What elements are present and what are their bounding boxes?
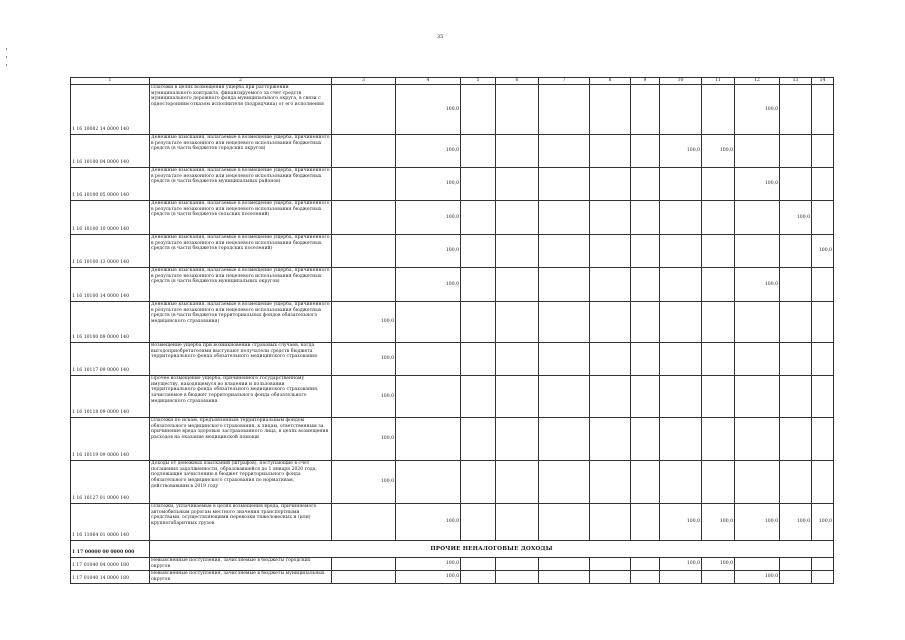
empty-cell — [539, 268, 590, 302]
revenue-name-cell: Денежные взыскания, налагаемые в возмещение ущерба, причиненного в результате незаконного или нецелевого использования бюджетных средств (в части бюджетов сельских поселений) — [150, 201, 332, 235]
empty-cell — [631, 135, 660, 168]
empty-cell — [590, 168, 631, 201]
empty-cell — [631, 85, 660, 135]
scan-edge-mark — [6, 48, 7, 50]
norm-value-cell: 100,0 — [812, 235, 834, 268]
norm-value-cell — [660, 571, 702, 584]
table-row — [71, 571, 834, 584]
norm-value-cell — [396, 376, 461, 418]
norm-value-cell — [735, 343, 780, 376]
revenue-name-cell: Невыясненные поступления, зачисляемые в бюджеты городских округов — [150, 558, 332, 571]
norm-value-cell: 100,0 — [396, 558, 461, 571]
empty-cell — [631, 558, 660, 571]
norm-value-cell — [780, 461, 812, 504]
table-row — [71, 558, 834, 571]
table-row — [71, 302, 834, 343]
revenue-name-cell: Денежные взыскания, налагаемые в возмещение ущерба, причиненного в результате незаконного или нецелевого использования бюджетных средств (в части бюджетов муниципальных округов) — [150, 268, 332, 302]
norm-value-cell — [735, 376, 780, 418]
norm-value-cell — [702, 376, 735, 418]
empty-cell — [631, 376, 660, 418]
empty-cell — [461, 376, 496, 418]
norm-value-cell — [660, 235, 702, 268]
empty-cell — [496, 343, 539, 376]
norm-value-cell: 100,0 — [735, 571, 780, 584]
table-row — [71, 343, 834, 376]
norm-value-cell — [735, 418, 780, 461]
norm-value-cell — [396, 418, 461, 461]
empty-cell — [631, 168, 660, 201]
header-cell: 13 — [780, 78, 812, 85]
norm-value-cell — [780, 558, 812, 571]
section-code-cell: 1 17 00000 00 0000 000 — [71, 541, 150, 558]
norm-value-cell: 100,0 — [396, 504, 461, 541]
empty-cell — [590, 135, 631, 168]
page-number: 35 — [437, 34, 444, 40]
norm-value-cell: 100,0 — [660, 135, 702, 168]
norm-value-cell: 100,0 — [702, 135, 735, 168]
empty-cell — [461, 135, 496, 168]
norm-value-cell: 100,0 — [660, 558, 702, 571]
header-cell: 3 — [332, 78, 396, 85]
empty-cell — [461, 461, 496, 504]
empty-cell — [461, 268, 496, 302]
empty-cell — [539, 302, 590, 343]
norm-value-cell — [735, 235, 780, 268]
norm-value-cell: 100,0 — [396, 85, 461, 135]
empty-cell — [461, 85, 496, 135]
header-cell: 8 — [590, 78, 631, 85]
kbk-code-cell: 1 16 10100 05 0000 140 — [71, 168, 150, 201]
norm-value-cell — [660, 418, 702, 461]
empty-cell — [631, 268, 660, 302]
norm-value-cell — [702, 168, 735, 201]
norm-value-cell — [332, 235, 396, 268]
table-row — [71, 135, 834, 168]
norm-value-cell: 100,0 — [780, 201, 812, 235]
norm-value-cell: 100,0 — [702, 504, 735, 541]
norm-value-cell: 100,0 — [735, 504, 780, 541]
table-header-row — [71, 78, 834, 85]
norm-value-cell — [780, 571, 812, 584]
norm-value-cell — [812, 571, 834, 584]
norm-value-cell — [735, 135, 780, 168]
norm-value-cell — [702, 201, 735, 235]
header-cell: 9 — [631, 78, 660, 85]
norm-value-cell — [332, 268, 396, 302]
revenue-name-cell: Прочее возмещение ущерба, причиненного государственному имуществу, находящемуся во владении и пользовании территориального фонда обязательного медицинского страхования, зачисляемое в бюджет территориального фонда обязательного медицинского страхования — [150, 376, 332, 418]
norm-value-cell: 100,0 — [702, 558, 735, 571]
empty-cell — [539, 235, 590, 268]
kbk-code-cell: 1 16 10100 09 0000 140 — [71, 302, 150, 343]
header-cell: 5 — [461, 78, 496, 85]
header-cell: 12 — [735, 78, 780, 85]
kbk-code-cell: 1 16 10100 04 0000 140 — [71, 135, 150, 168]
empty-cell — [590, 418, 631, 461]
norm-value-cell — [812, 168, 834, 201]
table-row — [71, 235, 834, 268]
empty-cell — [496, 558, 539, 571]
kbk-code-cell: 1 16 11064 01 0000 140 — [71, 504, 150, 541]
norm-value-cell: 100,0 — [812, 504, 834, 541]
empty-cell — [539, 376, 590, 418]
empty-cell — [590, 268, 631, 302]
revenue-name-cell: Доходы от денежных взысканий (штрафов), поступающие в счет погашения задолженности, образовавшейся до 1 января 2020 года, подлежащие зачислению в бюджет территориального фонда обязательного медицинского страхования по нормативам, действовавшим в 2019 году — [150, 461, 332, 504]
empty-cell — [539, 571, 590, 584]
empty-cell — [461, 343, 496, 376]
norm-value-cell: 100,0 — [396, 235, 461, 268]
norm-value-cell — [660, 302, 702, 343]
header-cell: 4 — [396, 78, 461, 85]
norm-value-cell — [702, 343, 735, 376]
norm-value-cell — [702, 85, 735, 135]
norm-value-cell: 100,0 — [396, 571, 461, 584]
norm-value-cell — [780, 376, 812, 418]
kbk-code-cell: 1 17 01040 04 0000 180 — [71, 558, 150, 571]
empty-cell — [496, 302, 539, 343]
empty-cell — [461, 302, 496, 343]
empty-cell — [539, 168, 590, 201]
norm-value-cell: 100,0 — [332, 376, 396, 418]
norm-value-cell — [735, 461, 780, 504]
norm-value-cell — [702, 571, 735, 584]
empty-cell — [539, 85, 590, 135]
empty-cell — [539, 343, 590, 376]
empty-cell — [631, 461, 660, 504]
empty-cell — [539, 135, 590, 168]
norm-value-cell — [735, 302, 780, 343]
norm-value-cell — [780, 343, 812, 376]
norm-value-cell — [702, 302, 735, 343]
norm-value-cell — [660, 85, 702, 135]
header-cell: 11 — [702, 78, 735, 85]
norm-value-cell — [812, 558, 834, 571]
kbk-code-cell: 1 17 01040 14 0000 180 — [71, 571, 150, 584]
norm-value-cell — [660, 376, 702, 418]
empty-cell — [631, 302, 660, 343]
empty-cell — [631, 201, 660, 235]
header-cell: 6 — [496, 78, 539, 85]
empty-cell — [461, 504, 496, 541]
empty-cell — [631, 504, 660, 541]
norm-value-cell — [660, 201, 702, 235]
kbk-code-cell: 1 16 10100 10 0000 140 — [71, 201, 150, 235]
table-row — [71, 376, 834, 418]
norm-value-cell — [812, 302, 834, 343]
norm-value-cell — [702, 461, 735, 504]
norm-value-cell: 100,0 — [396, 201, 461, 235]
norm-value-cell — [660, 168, 702, 201]
norm-value-cell — [332, 558, 396, 571]
empty-cell — [496, 168, 539, 201]
norm-value-cell: 100,0 — [780, 504, 812, 541]
section-row — [71, 541, 834, 558]
norm-value-cell — [812, 376, 834, 418]
norm-value-cell — [332, 571, 396, 584]
header-cell: 2 — [150, 78, 332, 85]
scan-edge-mark — [6, 56, 7, 58]
norm-value-cell — [735, 201, 780, 235]
revenue-name-cell: Платежи в целях возмещения ущерба при расторжении муниципального контракта, финансируемого за счет средств муниципального дорожного фонда муниципального округа, в связи с односторонним отказом исполнителя (подрядчика) от его исполнения — [150, 85, 332, 135]
table-row — [71, 418, 834, 461]
norm-value-cell — [396, 302, 461, 343]
norm-value-cell — [702, 418, 735, 461]
empty-cell — [590, 376, 631, 418]
empty-cell — [461, 201, 496, 235]
header-cell: 14 — [812, 78, 834, 85]
empty-cell — [496, 376, 539, 418]
revenue-name-cell: Платежи, уплачиваемые в целях возмещения вреда, причиняемого автомобильным дорогам местного значения транспортными средствами, осуществляющими перевозки тяжеловесных и (или) крупногабаритных грузов — [150, 504, 332, 541]
norm-value-cell — [780, 168, 812, 201]
kbk-code-cell: 1 16 10100 14 0000 140 — [71, 268, 150, 302]
norm-value-cell: 100,0 — [332, 461, 396, 504]
norm-value-cell — [702, 268, 735, 302]
norm-value-cell — [332, 168, 396, 201]
norm-value-cell — [780, 235, 812, 268]
revenue-distribution-table — [70, 77, 834, 584]
header-cell: 1 — [71, 78, 150, 85]
empty-cell — [590, 343, 631, 376]
norm-value-cell: 100,0 — [735, 168, 780, 201]
norm-value-cell: 100,0 — [396, 135, 461, 168]
header-cell: 10 — [660, 78, 702, 85]
norm-value-cell: 100,0 — [396, 268, 461, 302]
revenue-name-cell: Денежные взыскания, налагаемые в возмещение ущерба, причиненного в результате незаконного или нецелевого использования бюджетных средств (в части бюджетов городских поселений) — [150, 235, 332, 268]
norm-value-cell — [780, 302, 812, 343]
empty-cell — [590, 201, 631, 235]
norm-value-cell: 100,0 — [332, 343, 396, 376]
norm-value-cell: 100,0 — [660, 504, 702, 541]
table-row — [71, 201, 834, 235]
norm-value-cell: 100,0 — [332, 418, 396, 461]
empty-cell — [496, 135, 539, 168]
empty-cell — [590, 571, 631, 584]
norm-value-cell: 100,0 — [735, 268, 780, 302]
norm-value-cell — [332, 85, 396, 135]
empty-cell — [461, 168, 496, 201]
table-row — [71, 168, 834, 201]
empty-cell — [539, 418, 590, 461]
norm-value-cell — [780, 135, 812, 168]
header-cell: 7 — [539, 78, 590, 85]
norm-value-cell — [735, 558, 780, 571]
norm-value-cell — [660, 461, 702, 504]
kbk-code-cell: 1 16 10100 13 0000 140 — [71, 235, 150, 268]
table-row — [71, 461, 834, 504]
norm-value-cell — [812, 461, 834, 504]
norm-value-cell — [396, 461, 461, 504]
norm-value-cell: 100,0 — [332, 302, 396, 343]
norm-value-cell — [812, 201, 834, 235]
norm-value-cell — [332, 504, 396, 541]
table-row — [71, 85, 834, 135]
empty-cell — [496, 268, 539, 302]
empty-cell — [590, 235, 631, 268]
empty-cell — [461, 571, 496, 584]
norm-value-cell — [396, 343, 461, 376]
empty-cell — [539, 201, 590, 235]
empty-cell — [631, 571, 660, 584]
revenue-name-cell: Денежные взыскания, налагаемые в возмещение ущерба, причиненного в результате незаконного или нецелевого использования бюджетных средств (в части бюджетов территориальных фондов обязательного медицинского страхования) — [150, 302, 332, 343]
kbk-code-cell: 1 16 10127 01 0000 140 — [71, 461, 150, 504]
norm-value-cell — [332, 135, 396, 168]
empty-cell — [496, 235, 539, 268]
empty-cell — [539, 558, 590, 571]
empty-cell — [590, 302, 631, 343]
empty-cell — [590, 461, 631, 504]
empty-cell — [461, 558, 496, 571]
norm-value-cell — [780, 85, 812, 135]
norm-value-cell — [812, 135, 834, 168]
empty-cell — [461, 235, 496, 268]
norm-value-cell — [660, 343, 702, 376]
norm-value-cell — [812, 85, 834, 135]
norm-value-cell — [780, 268, 812, 302]
empty-cell — [631, 235, 660, 268]
kbk-code-cell: 1 16 10119 09 0000 140 — [71, 418, 150, 461]
norm-value-cell — [332, 201, 396, 235]
empty-cell — [496, 85, 539, 135]
empty-cell — [496, 418, 539, 461]
norm-value-cell: 100,0 — [396, 168, 461, 201]
empty-cell — [631, 418, 660, 461]
scan-edge-mark — [6, 64, 7, 66]
empty-cell — [539, 504, 590, 541]
empty-cell — [590, 504, 631, 541]
norm-value-cell: 100,0 — [735, 85, 780, 135]
revenue-name-cell: Возмещение ущерба при возникновении страховых случаев, когда выгодоприобретателями выступают получатели средств бюджета территориального фонда обязательного медицинского страхования — [150, 343, 332, 376]
kbk-code-cell: 1 16 10117 09 0000 140 — [71, 343, 150, 376]
empty-cell — [590, 558, 631, 571]
revenue-name-cell: Денежные взыскания, налагаемые в возмещение ущерба, причиненного в результате незаконного или нецелевого использования бюджетных средств (в части бюджетов муниципальных районов) — [150, 168, 332, 201]
empty-cell — [496, 201, 539, 235]
table-row — [71, 504, 834, 541]
section-title: ПРОЧИЕ НЕНАЛОГОВЫЕ ДОХОДЫ — [150, 541, 834, 558]
revenue-name-cell: Невыясненные поступления, зачисляемые в бюджеты муниципальных округов — [150, 571, 332, 584]
empty-cell — [631, 343, 660, 376]
norm-value-cell — [702, 235, 735, 268]
table-row — [71, 268, 834, 302]
empty-cell — [496, 461, 539, 504]
empty-cell — [539, 461, 590, 504]
norm-value-cell — [780, 418, 812, 461]
empty-cell — [496, 571, 539, 584]
norm-value-cell — [812, 268, 834, 302]
empty-cell — [461, 418, 496, 461]
revenue-name-cell: Платежи по искам, предъявленным территориальным фондом обязательного медицинского страхования, к лицам, ответственным за причинение вреда здоровью застрахованного лица, в целях возмещения расходов на оказание медицинской помощи — [150, 418, 332, 461]
norm-value-cell — [812, 343, 834, 376]
empty-cell — [496, 504, 539, 541]
revenue-name-cell: Денежные взыскания, налагаемые в возмещение ущерба, причиненного в результате незаконного или нецелевого использования бюджетных средств (в части бюджетов городских округов) — [150, 135, 332, 168]
kbk-code-cell: 1 16 10118 09 0000 140 — [71, 376, 150, 418]
empty-cell — [590, 85, 631, 135]
kbk-code-cell: 1 16 10082 14 0000 140 — [71, 85, 150, 135]
norm-value-cell — [660, 268, 702, 302]
norm-value-cell — [812, 418, 834, 461]
